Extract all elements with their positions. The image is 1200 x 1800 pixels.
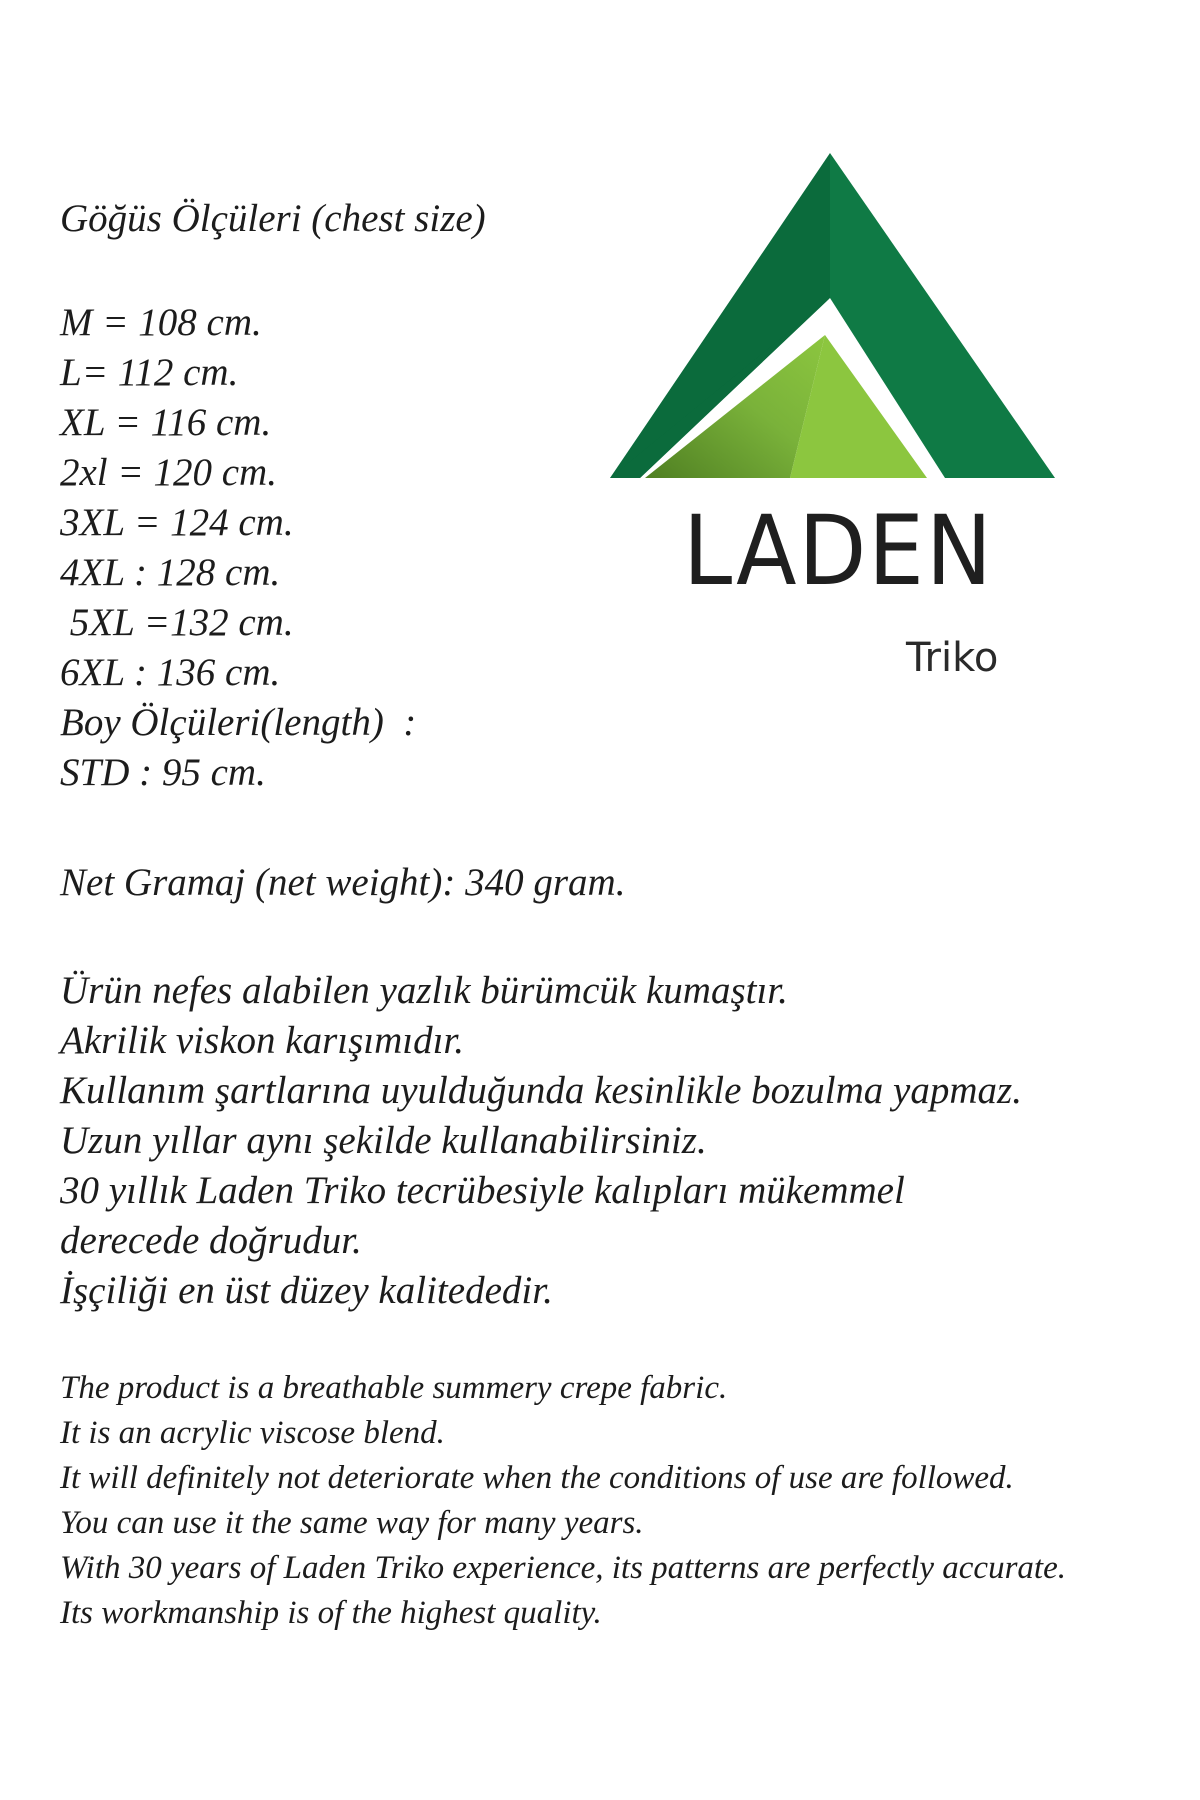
turkish-description	[60, 966, 1022, 1316]
size-item: M = 108 cm.	[60, 301, 262, 344]
size-item: 2xl = 120 cm.	[60, 451, 277, 494]
description-line: The product is a breathable summery crepe fabric.	[60, 1370, 728, 1406]
description-line: 30 yıllık Laden Triko tecrübesiyle kalıpları mükemmel	[60, 1169, 905, 1212]
description-line: Ürün nefes alabilen yazlık bürümcük kumaştır.	[60, 969, 788, 1012]
length-item: STD : 95 cm.	[60, 751, 266, 794]
size-list	[60, 298, 416, 798]
length-heading: Boy Ölçüleri(length) :	[60, 701, 417, 744]
description-line: Its workmanship is of the highest quality.	[60, 1595, 602, 1631]
triangle-logo-icon	[600, 148, 1070, 498]
size-item: 5XL =132 cm.	[60, 601, 294, 644]
description-line: With 30 years of Laden Triko experience, its patterns are perfectly accurate.	[60, 1550, 1066, 1586]
size-item: 3XL = 124 cm.	[60, 501, 294, 544]
brand-subname: Triko	[906, 635, 999, 681]
size-item: XL = 116 cm.	[60, 401, 272, 444]
description-line: It is an acrylic viscose blend.	[60, 1415, 445, 1451]
description-line: Kullanım şartlarına uyulduğunda kesinlikle bozulma yapmaz.	[60, 1069, 1022, 1112]
description-line: Uzun yıllar aynı şekilde kullanabilirsiniz.	[60, 1119, 707, 1162]
size-item: L= 112 cm.	[60, 351, 239, 394]
size-item: 4XL : 128 cm.	[60, 551, 281, 594]
description-line: derecede doğrudur.	[60, 1219, 362, 1262]
description-line: Akrilik viskon karışımıdır.	[60, 1019, 465, 1062]
description-line: It will definitely not deteriorate when the conditions of use are followed.	[60, 1460, 1014, 1496]
chest-size-heading: Göğüs Ölçüleri (chest size)	[60, 197, 486, 240]
net-weight-line: Net Gramaj (net weight): 340 gram.	[60, 861, 626, 904]
english-description	[60, 1366, 1066, 1636]
size-item: 6XL : 136 cm.	[60, 651, 281, 694]
laden-triko-logo	[600, 148, 1070, 708]
description-line: İşçiliği en üst düzey kalitededir.	[60, 1269, 553, 1312]
brand-name: LADEN	[683, 495, 994, 607]
description-line: You can use it the same way for many years.	[60, 1505, 644, 1541]
